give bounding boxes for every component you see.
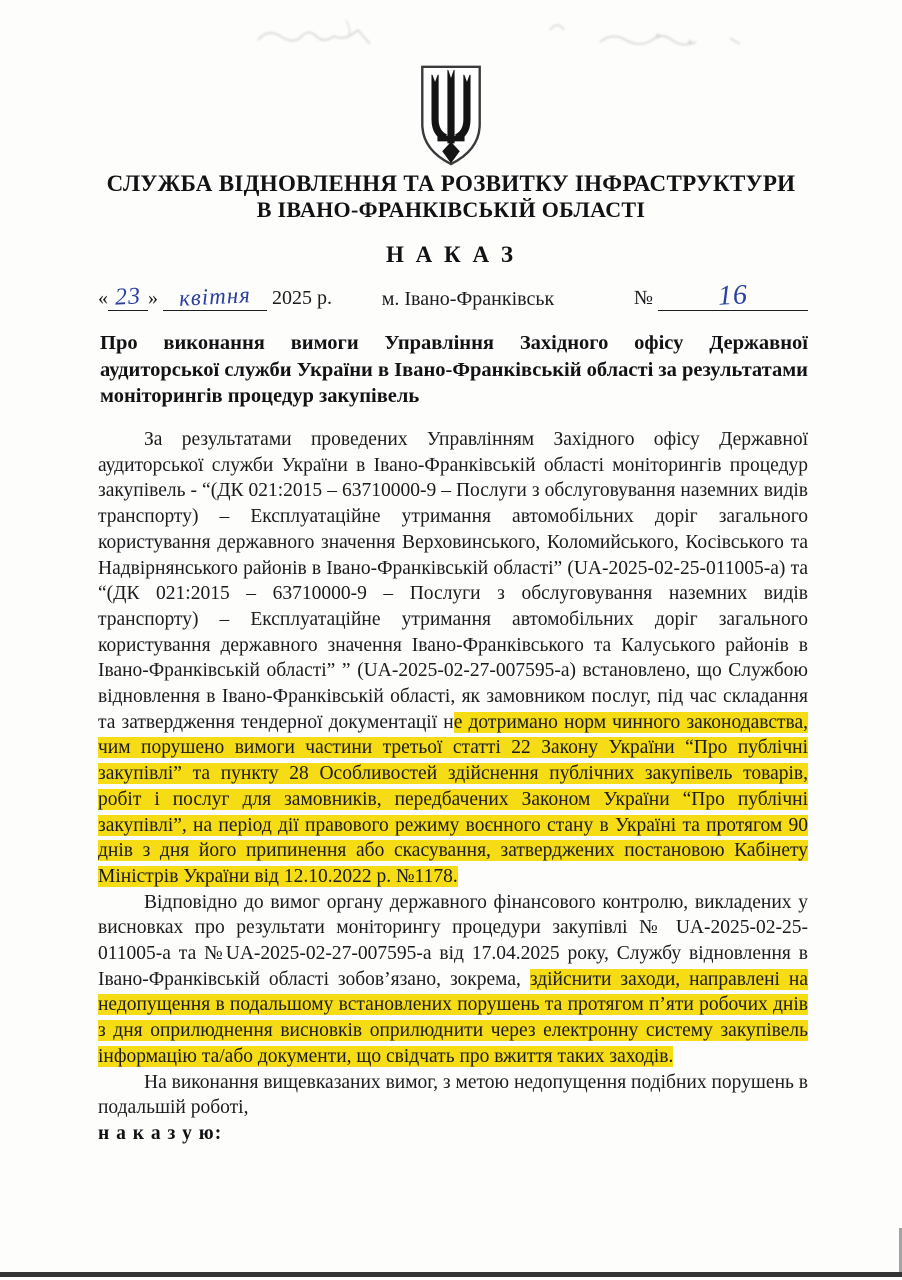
- body-paragraph: [98, 427, 808, 890]
- handwritten-month: квітня: [178, 282, 252, 311]
- scan-bottom-edge: [0, 1272, 902, 1277]
- highlighted-text: здійснити заходи, направлені на недопущення в подальшому встановлених порушень та протягом п’яти робочих днів з дня оприлюднення висновків оприлюднити через електронну систему закупівель інформацію та/або документи, що свідчать про вжиття таких заходів.: [98, 968, 808, 1067]
- close-quote: »: [148, 287, 158, 309]
- tryzub-shield-icon: [411, 62, 491, 180]
- document-title: Н А К А З: [386, 242, 516, 267]
- order-keyword: н а к а з у ю:: [98, 1122, 223, 1144]
- highlighted-text: е дотримано норм чинного законодавства, чим порушено вимоги частини третьої статті 22 Закону України “Про публічні закупівлі” та пункту 28 Особливостей здійснення публічних закупівель товарів, робіт і послуг для замовників, передбачених Законом України “Про публічні закупівлі”, на період дії правового режиму воєнного стану в Україні та протягом 90 днів з дня його припинення або скасування, затверджених постановою Кабінету Міністрів України від 12.10.2022 р. №1178.: [98, 711, 808, 887]
- number-blank: [658, 279, 808, 312]
- scan-smudge-left: [250, 10, 430, 55]
- open-quote: «: [98, 287, 108, 309]
- body-paragraph: [98, 1070, 808, 1121]
- body-paragraphs: [98, 427, 808, 1121]
- date-row: [98, 279, 808, 312]
- body-text: [98, 427, 808, 1147]
- text-segment: На виконання вищевказаних вимог, з метою недопущення подібних порушень в подальшій роботі,: [98, 1071, 808, 1119]
- year-label: 2025 р.: [272, 287, 332, 309]
- month-blank: [163, 282, 267, 311]
- org-header: [0, 170, 902, 223]
- org-name-line2: В ІВАНО-ФРАНКІВСЬКІЙ ОБЛАСТІ: [256, 197, 646, 222]
- text-segment: За результатами проведених Управлінням Західного офісу Державної аудиторської служби України в Івано-Франківській області моніторингів процедур закупівель - “(ДК 021:2015 – 63710000-9 – Послуги з обслуговування наземних видів транспорту) – Експлуатаційне утримання автомобільних доріг загального користування державного значення Верховинського, Коломийського, Косівського та Надвірнянського районів в Івано-Франківській області” (UA-2025-02-25-011005-а) та “(ДК 021:2015 – 63710000-9 – Послуги з обслуговування наземних видів транспорту) – Експлуатаційне утримання автомобільних доріг загального користування державного значення Івано-Франківського та Калуського районів в Івано-Франківській області” ” (UA-2025-02-27-007595-а) встановлено, що Службою відновлення в Івано-Франківській області, як замовником послуг, під час складання та затвердження тендерної документації н: [98, 429, 808, 733]
- number-label: №: [633, 287, 653, 309]
- number-field: [633, 279, 808, 312]
- handwritten-day: 23: [114, 283, 142, 311]
- body-paragraph: [98, 890, 808, 1070]
- org-name-line1: СЛУЖБА ВІДНОВЛЕННЯ ТА РОЗВИТКУ ІНФРАСТРУКТУРИ: [106, 171, 796, 196]
- handwritten-number: 16: [717, 279, 749, 312]
- city-label: м. Івано-Франківськ: [381, 288, 555, 310]
- scan-smudge-right: [540, 12, 770, 60]
- day-blank: [108, 283, 148, 311]
- subject-paragraph: Про виконання вимоги Управління Західного офісу Державної аудиторської служби України в Івано-Франківській області за результатами моніторингів процедур закупівель: [100, 332, 808, 407]
- text-segment: Відповідно до вимог органу державного фінансового контролю, викладених у висновках про результати моніторингу процедури закупівлі № UA-2025-02-25-011005-а та №UA-2025-02-27-007595-а від 17.04.2025 року, Службу відновлення в Івано-Франківській області зобов’язано, зокрема,: [98, 891, 808, 990]
- date-field: [98, 282, 332, 311]
